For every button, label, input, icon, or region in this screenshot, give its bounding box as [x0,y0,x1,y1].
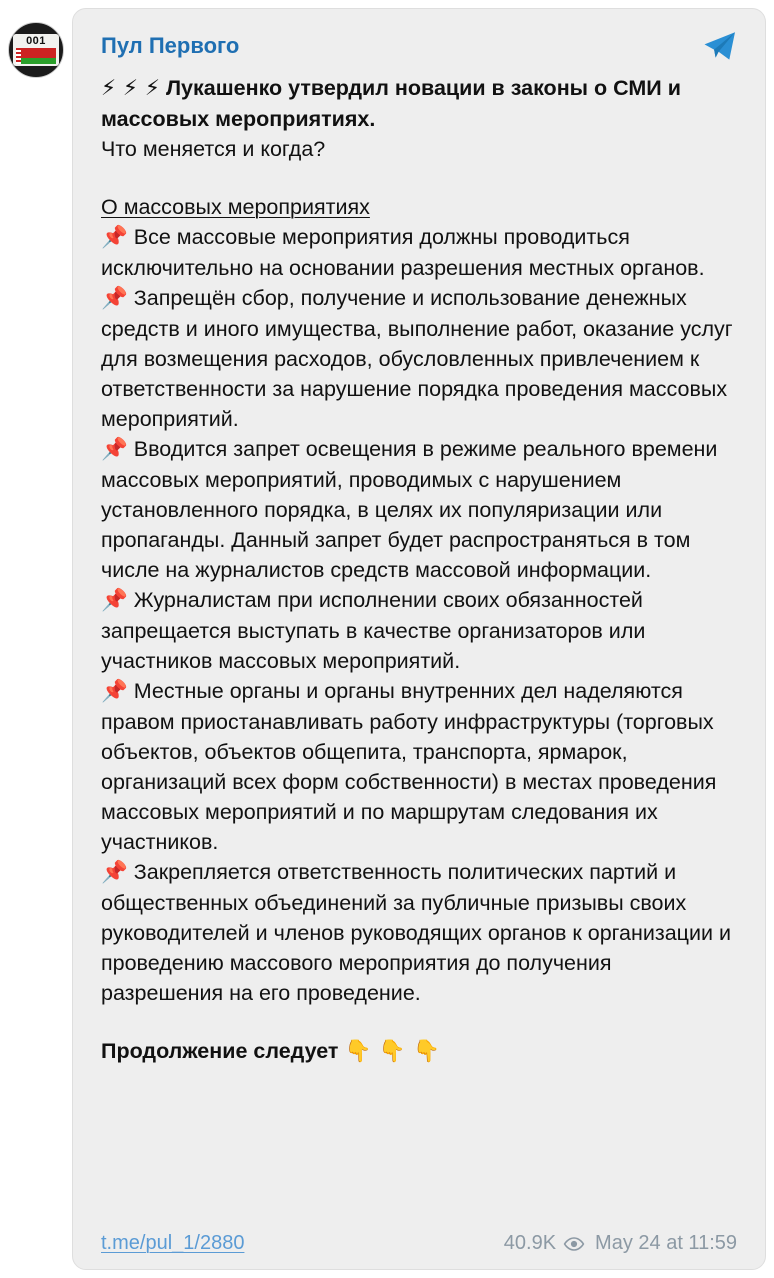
footer-meta [504,1232,737,1255]
pin-emoji: 📌 [101,286,128,311]
bullet-text: Запрещён сбор, получение и использование денежных средств и иного имущества, выполнение работ, оказание услуг для возмещения расходов, обусловленных привлечением к ответственности за нарушение порядка проведения массовых мероприятий. [101,286,733,431]
bullet-item [101,676,737,857]
avatar-license-plate [13,34,59,66]
post-footer [101,1232,737,1255]
subheadline-text: Что меняется и когда? [101,137,326,161]
post-permalink[interactable]: t.me/pul_1/2880 [101,1232,245,1254]
belarus-flag-icon [16,48,56,64]
headline-paragraph [101,73,737,134]
point-down-emoji: 👇 👇 👇 [344,1039,440,1064]
post-header [101,33,737,61]
telegram-icon [703,31,737,61]
bullet-text: Вводится запрет освещения в режиме реального времени массовых мероприятий, проводимых с нарушением установленного порядка, в целях их популяризации или пропаганды. Данный запрет будет распространяться в том числе на журналистов средств массовой информации. [101,437,718,582]
view-count [504,1232,585,1255]
bullet-text: Местные органы и органы внутренних дел наделяются правом приостанавливать работу инфраструктуры (торговых объектов, объектов общепита, транспорта, ярмарок, организаций всех форм собственности) в местах проведения массовых мероприятий и по маршрутам следования их участников. [101,679,717,854]
avatar-plate-number: 001 [26,35,46,47]
eye-icon [563,1237,585,1251]
view-count-value: 40.9K [503,1232,557,1254]
pin-emoji: 📌 [101,679,128,704]
pin-emoji: 📌 [101,588,128,613]
closing-line [101,1036,737,1067]
bullet-item [101,585,737,676]
bullet-item [101,434,737,585]
bullet-item [101,283,737,434]
avatar [8,22,64,78]
headline-text: Лукашенко утвердил новации в законы о СМИ и массовых мероприятиях. [101,76,681,131]
pin-emoji: 📌 [101,437,128,462]
post-body [101,73,737,1067]
bullet-item [101,222,737,283]
bullet-text: Все массовые мероприятия должны проводиться исключительно на основании разрешения местных органов. [101,225,705,280]
spacer [101,164,737,192]
post-date: May 24 at 11:59 [595,1232,737,1254]
pin-emoji: 📌 [101,860,128,885]
telegram-post-card [72,8,766,1270]
section-title: О массовых мероприятиях [101,195,370,219]
pin-emoji: 📌 [101,225,128,250]
bullet-text: Журналистам при исполнении своих обязанностей запрещается выступать в качестве организаторов или участников массовых мероприятий. [101,588,646,673]
channel-name[interactable]: Пул Первого [101,33,240,58]
lightning-emoji: ⚡ ⚡ ⚡ [101,76,160,101]
bullet-item [101,857,737,1008]
closing-text: Продолжение следует [101,1039,339,1063]
bullet-text: Закрепляется ответственность политических партий и общественных объединений за публичные призывы своих руководителей и членов руководящих органов к организации и проведению массового мероприятия до получения разрешения на его проведение. [101,860,731,1005]
